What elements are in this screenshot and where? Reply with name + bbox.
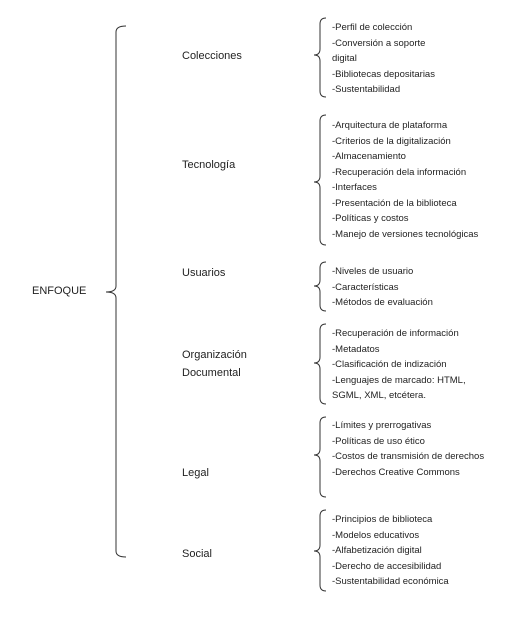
list-item: SGML, XML, etcétera. [332,390,426,401]
category-brace [314,510,326,591]
list-item: -Políticas de uso ético [332,435,425,447]
list-item: digital [332,53,357,64]
list-item: -Arquitectura de plataforma [332,120,448,131]
list-item: -Recuperación dela información [332,166,467,178]
list-item: -Características [332,281,399,293]
category-label: Social [182,548,212,560]
category-brace [314,115,326,245]
list-item: -Derecho de accesibilidad [332,560,442,572]
list-item: -Métodos de evaluación [332,297,433,308]
list-item: -Alfabetización digital [332,545,422,556]
root-label: ENFOQUE [32,285,87,297]
category-brace [314,262,326,311]
list-item: -Sustentabilidad [332,84,401,95]
category-label: Organización [182,349,247,361]
category-brace [314,324,326,404]
list-item: -Recuperación de información [332,328,459,339]
list-item: -Derechos Creative Commons [332,466,460,478]
list-item: -Límites y prerrogativas [332,420,432,431]
category-brace [314,18,326,97]
root-brace [106,26,126,557]
list-item: -Presentación de la biblioteca [332,197,457,209]
category-label: Documental [182,367,241,379]
list-item: -Principios de biblioteca [332,514,433,525]
list-item: -Conversión a soporte [332,37,426,49]
category-brace [314,417,326,497]
category-label: Colecciones [182,50,242,62]
list-item: -Niveles de usuario [332,266,414,277]
list-item: -Almacenamiento [332,151,406,162]
category-braces [314,18,326,591]
list-item: -Manejo de versiones tecnológicas [332,228,479,240]
list-item: -Bibliotecas depositarias [332,68,435,80]
list-item: -Sustentabilidad económica [332,576,449,587]
category-label: Tecnología [182,159,236,171]
list-item: -Modelos educativos [332,529,420,541]
category-label: Usuarios [182,267,226,279]
list-item: -Políticas y costos [332,213,409,224]
list-item: -Costos de transmisión de derechos [332,451,485,462]
list-item: -Clasificación de indización [332,359,447,370]
list-item: -Metadatos [332,343,380,355]
list-item: -Perfil de colección [332,22,413,33]
list-item: -Lenguajes de marcado: HTML, [332,374,466,386]
category-label: Legal [182,467,209,479]
list-item: -Interfaces [332,182,377,193]
list-item: -Criterios de la digitalización [332,135,451,147]
